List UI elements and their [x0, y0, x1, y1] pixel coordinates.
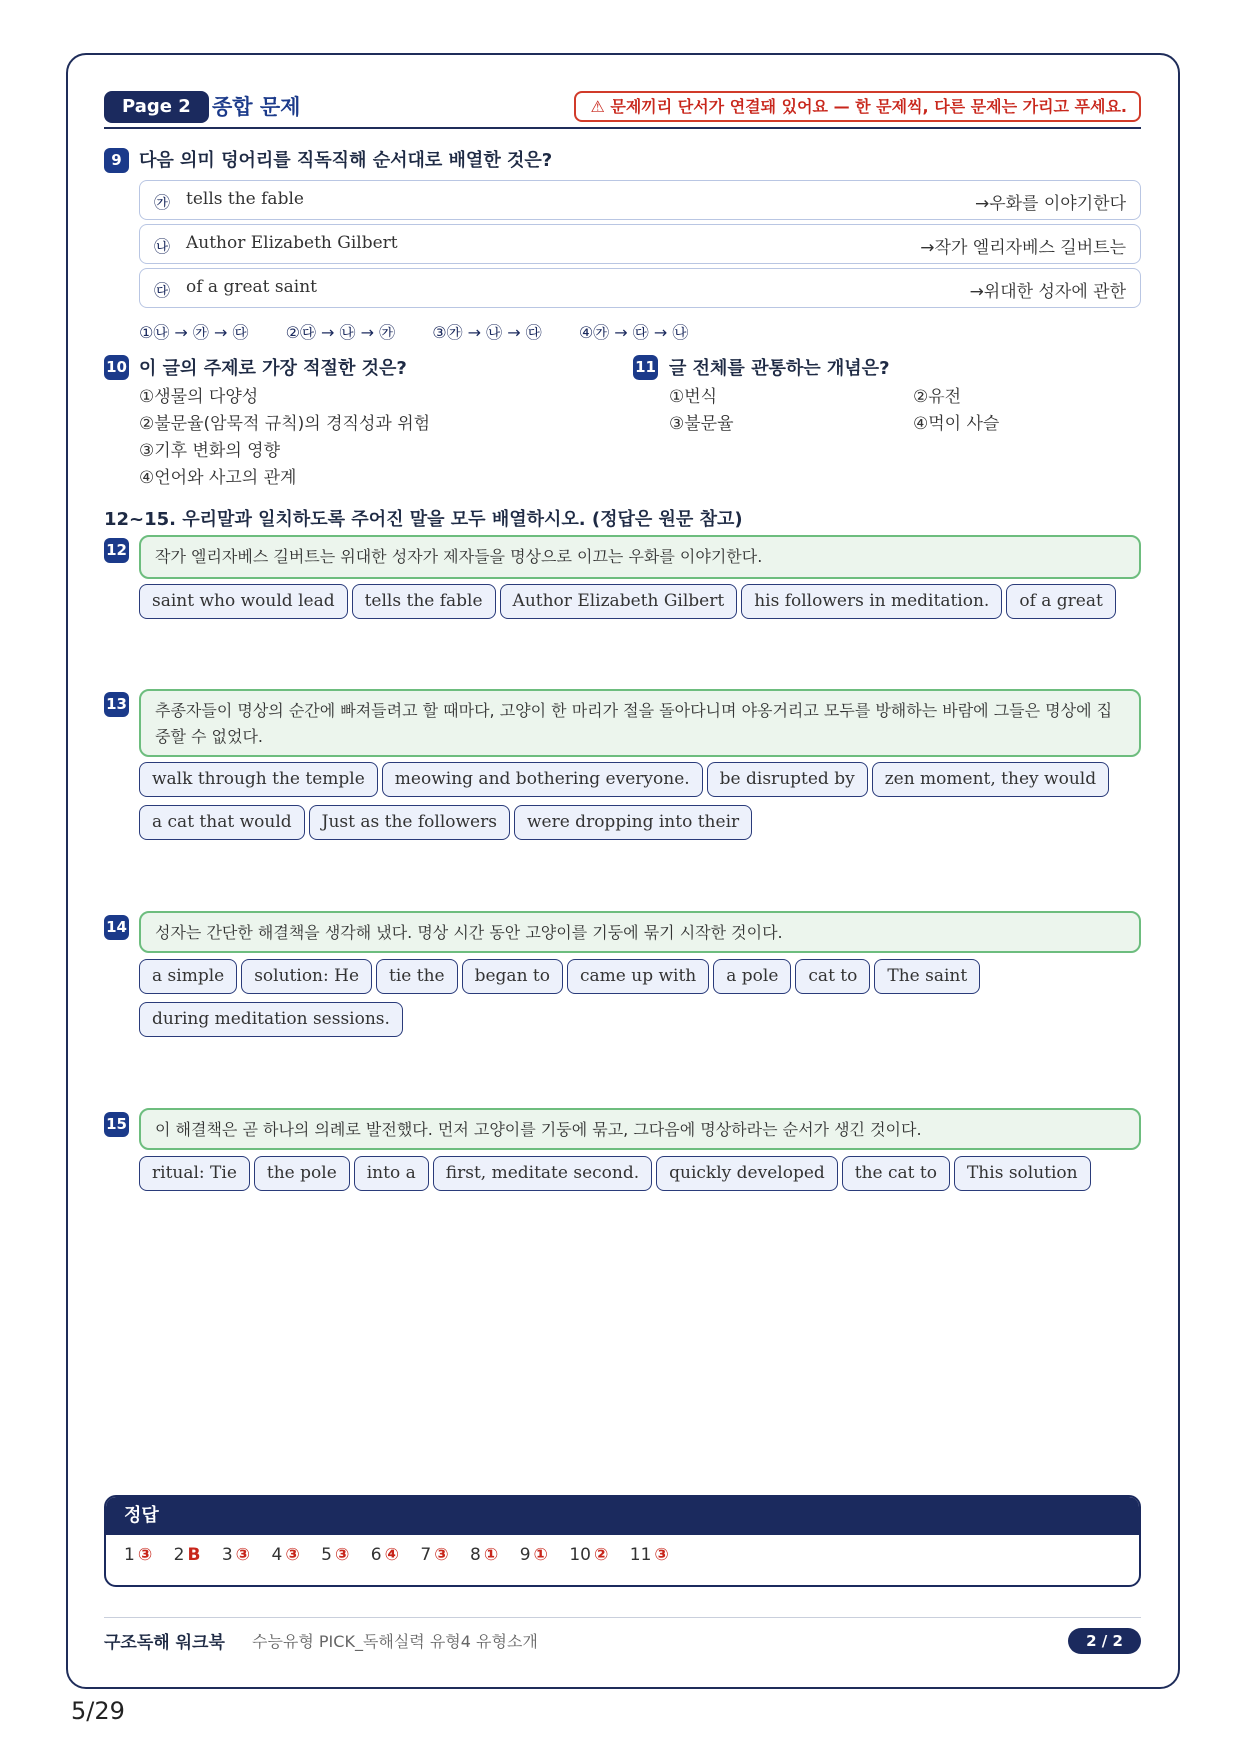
korean-sentence: 이 해결책은 곧 하나의 의례로 발전했다. 먼저 고양이를 기둥에 묶고, 그다음에 명상하라는 순서가 생긴 것이다. — [139, 1108, 1141, 1150]
answer-item: 4 ③ — [271, 1545, 300, 1565]
word-token[interactable]: his followers in meditation. — [741, 584, 1002, 619]
word-token[interactable]: saint who would lead — [139, 584, 348, 619]
word-token[interactable]: Just as the followers — [309, 805, 510, 840]
korean-sentence: 추종자들이 명상의 순간에 빠져들려고 할 때마다, 고양이 한 마리가 절을 돌아다니며 야옹거리고 모두를 방해하는 바람에 그들은 명상에 집중할 수 없었다. — [139, 689, 1141, 757]
section-title: 12~15. 우리말과 일치하도록 주어진 말을 모두 배열하시오. (정답은 원문 참고) — [104, 509, 743, 530]
page-label-badge: Page 2 — [104, 91, 209, 123]
word-token[interactable]: began to — [462, 959, 563, 994]
word-token[interactable]: This solution — [954, 1156, 1091, 1191]
answer-item: 5 ③ — [321, 1545, 350, 1565]
chunk-english: Author Elizabeth Gilbert — [186, 233, 398, 253]
option[interactable]: ①㉯ → ㉮ → ㉰ — [139, 323, 249, 342]
page-indicator: 2 / 2 — [1068, 1628, 1141, 1654]
word-token[interactable]: were dropping into their — [514, 805, 752, 840]
word-token[interactable]: of a great — [1006, 584, 1116, 619]
option[interactable]: ③기후 변화의 영향 — [139, 441, 281, 461]
answer-key-list — [106, 1535, 1139, 1575]
answer-item: 9 ① — [519, 1545, 548, 1565]
footer-subtitle: 수능유형 PICK_독해실력 유형4 유형소개 — [252, 1632, 538, 1651]
warning-banner: ⚠ 문제끼리 단서가 연결돼 있어요 — 한 문제씩, 다른 문제는 가리고 푸세요. — [574, 91, 1141, 122]
question-number-11: 11 — [633, 355, 658, 380]
word-token[interactable]: the pole — [254, 1156, 350, 1191]
chunk-korean: →작가 엘리자베스 길버트는 — [920, 238, 1126, 258]
q11-options-right — [913, 384, 999, 438]
word-token[interactable]: Author Elizabeth Gilbert — [500, 584, 738, 619]
chunk-korean: →우화를 이야기한다 — [974, 194, 1126, 214]
question-number-12: 12 — [104, 538, 129, 563]
answer-item: 1 ③ — [124, 1545, 153, 1565]
korean-sentence: 작가 엘리자베스 길버트는 위대한 성자가 제자들을 명상으로 이끄는 우화를 이야기한다. — [139, 535, 1141, 579]
page-header — [104, 91, 1141, 129]
option[interactable]: ②㉰ → ㉯ → ㉮ — [285, 323, 396, 342]
word-token[interactable]: The saint — [874, 959, 980, 994]
question-number-15: 15 — [104, 1112, 129, 1137]
chunk-mark: ㉮ — [154, 193, 171, 212]
word-token[interactable]: first, meditate second. — [433, 1156, 652, 1191]
question-number-10: 10 — [104, 355, 129, 380]
question-title-11: 글 전체를 관통하는 개념은? — [669, 358, 890, 379]
token-bank — [139, 1156, 1141, 1199]
token-bank — [139, 959, 1141, 1045]
word-token[interactable]: zen moment, they would — [872, 762, 1109, 797]
question-title-9: 다음 의미 덩어리를 직독직해 순서대로 배열한 것은? — [139, 150, 553, 171]
answer-key — [104, 1495, 1141, 1587]
chunk-row — [139, 180, 1141, 220]
word-token[interactable]: meowing and bothering everyone. — [382, 762, 703, 797]
chunk-row — [139, 268, 1141, 308]
chunk-mark: ㉰ — [154, 281, 171, 300]
word-token[interactable]: came up with — [567, 959, 709, 994]
option[interactable]: ④㉮ → ㉰ → ㉯ — [578, 323, 689, 342]
option[interactable]: ②불문율(암묵적 규칙)의 경직성과 위험 — [139, 414, 431, 434]
word-token[interactable]: the cat to — [842, 1156, 950, 1191]
question-number-13: 13 — [104, 692, 129, 717]
question-number-9: 9 — [104, 148, 129, 173]
word-token[interactable]: into a — [354, 1156, 429, 1191]
option[interactable]: ③㉮ → ㉯ → ㉰ — [432, 323, 542, 342]
answer-item: 8 ① — [470, 1545, 499, 1565]
word-token[interactable]: a pole — [713, 959, 791, 994]
word-token[interactable]: solution: He — [241, 959, 372, 994]
word-token[interactable]: a cat that would — [139, 805, 305, 840]
option[interactable]: ④언어와 사고의 관계 — [139, 468, 297, 488]
chunk-korean: →위대한 성자에 관한 — [969, 282, 1126, 302]
chunk-english: tells the fable — [186, 189, 304, 209]
question-title-10: 이 글의 주제로 가장 적절한 것은? — [139, 358, 407, 379]
answer-item: 10 ② — [569, 1545, 609, 1565]
word-token[interactable]: cat to — [795, 959, 870, 994]
q11-options-left — [669, 384, 734, 438]
option[interactable]: ①번식 — [669, 387, 718, 407]
question-number-14: 14 — [104, 915, 129, 940]
chunk-english: of a great saint — [186, 277, 317, 297]
token-bank — [139, 762, 1141, 848]
answer-item: 3 ③ — [221, 1545, 251, 1565]
korean-sentence: 성자는 간단한 해결책을 생각해 냈다. 명상 시간 동안 고양이를 기둥에 묶기 시작한 것이다. — [139, 911, 1141, 953]
chunk-row — [139, 224, 1141, 264]
page-title: 종합 문제 — [212, 95, 301, 119]
footer-brand: 구조독해 워크북 — [104, 1633, 225, 1653]
option[interactable]: ①생물의 다양성 — [139, 387, 259, 407]
word-token[interactable]: quickly developed — [656, 1156, 838, 1191]
word-token[interactable]: during meditation sessions. — [139, 1002, 403, 1037]
option[interactable]: ④먹이 사슬 — [913, 414, 1000, 434]
word-token[interactable]: be disrupted by — [707, 762, 868, 797]
word-token[interactable]: a simple — [139, 959, 237, 994]
option[interactable]: ③불문율 — [669, 414, 734, 434]
answer-item: 2 B — [173, 1545, 201, 1565]
q9-options — [139, 320, 720, 343]
word-token[interactable]: ritual: Tie — [139, 1156, 250, 1191]
answer-item: 7 ③ — [420, 1545, 449, 1565]
word-token[interactable]: walk through the temple — [139, 762, 378, 797]
option[interactable]: ②유전 — [913, 387, 962, 407]
word-token[interactable]: tie the — [376, 959, 458, 994]
q10-options — [139, 384, 430, 492]
answer-item: 6 ④ — [370, 1545, 399, 1565]
footer-divider — [104, 1617, 1141, 1618]
answer-key-title: 정답 — [106, 1497, 1139, 1535]
token-bank — [139, 584, 1141, 627]
answer-item: 11 ③ — [629, 1545, 669, 1565]
chunk-mark: ㉯ — [154, 237, 171, 256]
viewer-page-counter: 5/29 — [71, 1697, 125, 1725]
word-token[interactable]: tells the fable — [352, 584, 496, 619]
